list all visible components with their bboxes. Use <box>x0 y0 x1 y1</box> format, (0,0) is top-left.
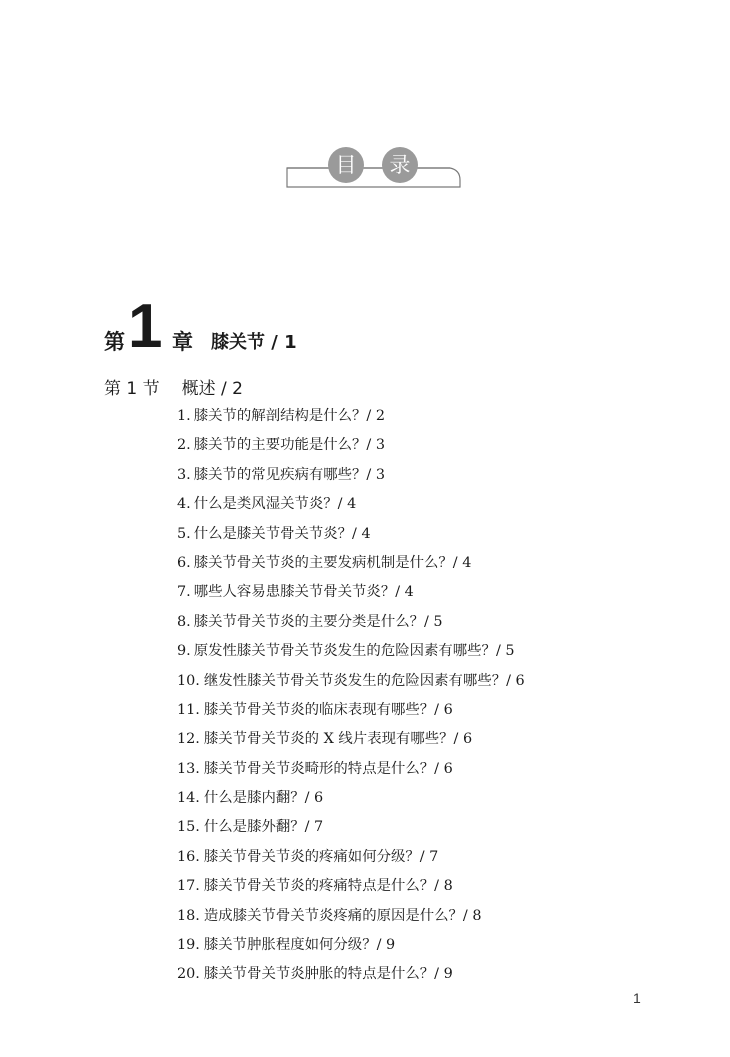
toc-item-text: 膝关节的主要功能是什么？/ 3 <box>193 437 386 454</box>
toc-item-number: 1. <box>177 408 191 424</box>
toc-item[interactable] <box>177 902 637 931</box>
toc-item-number: 8. <box>177 613 191 630</box>
toc-item-number: 5. <box>177 525 191 542</box>
toc-item[interactable] <box>177 578 637 607</box>
toc-item[interactable] <box>177 549 637 578</box>
toc-item-number: 9. <box>177 643 191 660</box>
toc-item[interactable] <box>177 402 637 431</box>
toc-item-number: 15. <box>177 819 200 836</box>
toc-item[interactable] <box>177 725 637 754</box>
toc-item[interactable] <box>177 608 637 637</box>
toc-item-text: 哪些人容易患膝关节骨关节炎？/ 4 <box>193 584 414 601</box>
toc-item-number: 10. <box>177 672 200 689</box>
toc-item-text: 膝关节肿胀程度如何分级？/ 9 <box>203 937 396 954</box>
toc-item-number: 16. <box>177 848 200 865</box>
chapter-suffix: 章 <box>172 330 193 354</box>
toc-item-text: 继发性膝关节骨关节炎发生的危险因素有哪些？/ 6 <box>203 672 525 689</box>
toc-item[interactable] <box>177 784 637 813</box>
chapter-number: 1 <box>128 292 163 361</box>
toc-item-number: 12. <box>177 731 200 748</box>
section-label: 第 1 节 <box>104 379 160 399</box>
toc-item-number: 11. <box>177 701 200 718</box>
toc-item-text: 膝关节骨关节炎的主要发病机制是什么？/ 4 <box>193 554 472 571</box>
toc-item-text: 膝关节的解剖结构是什么？/ 2 <box>193 408 386 424</box>
toc-item-text: 膝关节骨关节炎肿胀的特点是什么？/ 9 <box>203 966 453 983</box>
section-heading[interactable] <box>104 374 243 399</box>
toc-heading-frame <box>286 146 462 190</box>
toc-item-list <box>177 402 637 990</box>
toc-item-text: 膝关节骨关节炎的疼痛特点是什么？/ 8 <box>203 878 453 895</box>
toc-item-text: 膝关节的常见疾病有哪些？/ 3 <box>193 466 386 483</box>
toc-item-text: 膝关节骨关节炎的临床表现有哪些？/ 6 <box>203 701 453 718</box>
toc-item[interactable] <box>177 461 637 490</box>
toc-item-text: 造成膝关节骨关节炎疼痛的原因是什么？/ 8 <box>203 907 482 924</box>
toc-item-number: 13. <box>177 760 200 777</box>
toc-item-number: 17. <box>177 878 200 895</box>
toc-item[interactable] <box>177 490 637 519</box>
section-title: 概述 / 2 <box>181 379 243 399</box>
toc-item[interactable] <box>177 520 637 549</box>
toc-item-number: 4. <box>177 496 191 513</box>
toc-item[interactable] <box>177 931 637 960</box>
toc-item[interactable] <box>177 431 637 460</box>
toc-item-number: 14. <box>177 790 200 807</box>
toc-item-number: 7. <box>177 584 191 601</box>
toc-item[interactable] <box>177 755 637 784</box>
toc-item[interactable] <box>177 872 637 901</box>
toc-item-text: 什么是膝内翻？/ 6 <box>203 790 324 807</box>
toc-item-text: 膝关节骨关节炎畸形的特点是什么？/ 6 <box>203 760 453 777</box>
toc-item-text: 原发性膝关节骨关节炎发生的危险因素有哪些？/ 5 <box>193 643 515 660</box>
page-number: 1 <box>633 990 641 1006</box>
chapter-title: 膝关节 / 1 <box>211 332 297 353</box>
toc-item[interactable] <box>177 637 637 666</box>
toc-item-number: 2. <box>177 437 191 454</box>
toc-heading-char-2: 录 <box>382 147 418 183</box>
toc-item-number: 18. <box>177 907 200 924</box>
chapter-prefix: 第 <box>104 330 125 354</box>
toc-item-number: 19. <box>177 937 200 954</box>
toc-item-number: 3. <box>177 466 191 483</box>
toc-item[interactable] <box>177 696 637 725</box>
toc-item-text: 膝关节骨关节炎的 X 线片表现有哪些？/ 6 <box>203 731 473 748</box>
toc-item-number: 20. <box>177 966 200 983</box>
toc-heading <box>286 146 462 190</box>
toc-item-text: 什么是膝关节骨关节炎？/ 4 <box>193 525 371 542</box>
toc-item[interactable] <box>177 813 637 842</box>
toc-heading-char-1: 目 <box>328 147 364 183</box>
toc-item-number: 6. <box>177 554 191 571</box>
toc-item[interactable] <box>177 667 637 696</box>
toc-item-text: 膝关节骨关节炎的主要分类是什么？/ 5 <box>193 613 443 630</box>
toc-item-text: 什么是类风湿关节炎？/ 4 <box>193 496 357 513</box>
toc-item-text: 膝关节骨关节炎的疼痛如何分级？/ 7 <box>203 848 439 865</box>
toc-item[interactable] <box>177 960 637 989</box>
toc-item[interactable] <box>177 843 637 872</box>
toc-item-text: 什么是膝外翻？/ 7 <box>203 819 324 836</box>
